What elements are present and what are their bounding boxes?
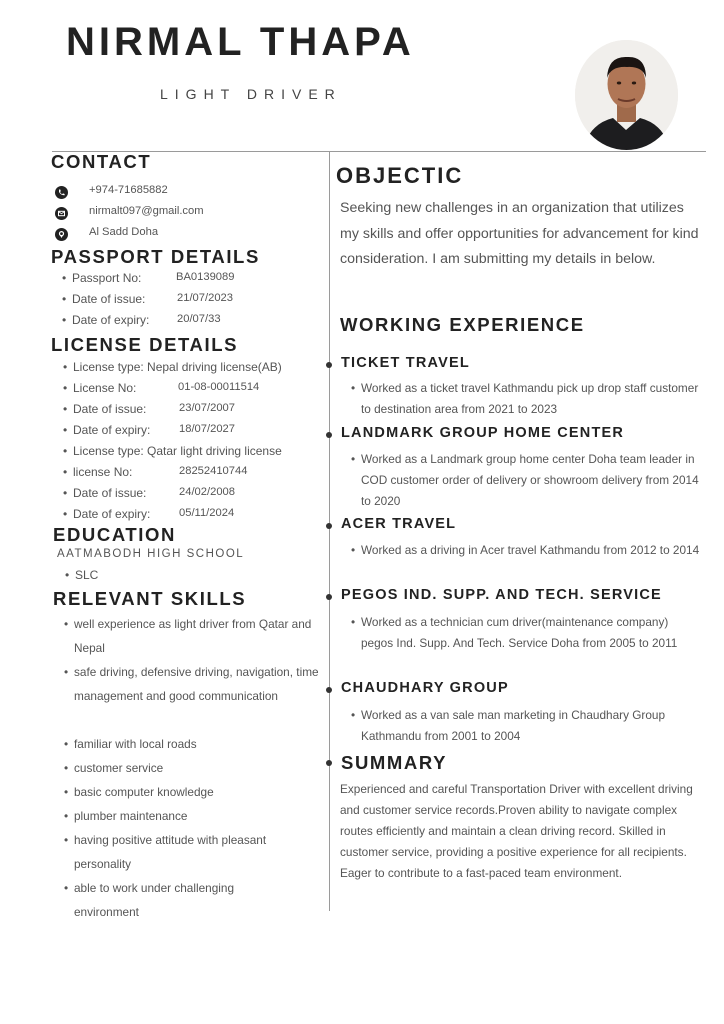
job-description: • Worked as a Landmark group home center Doha team leader in COD customer order of delivery or showroom delivery from 2014 to 2020 — [361, 449, 701, 512]
timeline-dot — [326, 687, 332, 693]
license-issue-label-2: • Date of issue: — [73, 486, 146, 500]
job-title: LIGHT DRIVER — [160, 86, 342, 102]
passport-expiry-label: • Date of expiry: — [72, 313, 149, 327]
resume-name: NIRMAL THAPA — [66, 20, 415, 64]
summary-text: Experienced and careful Transportation Driver with excellent driving and customer service records.Proven ability to navigate complex routes efficiently and maintain a clean driving record. Skilled in customer service, providing a positive experience for all recipients. Eager to contribute to a fast-paced team environment. — [340, 782, 693, 880]
job-description: • Worked as a driving in Acer travel Kathmandu from 2012 to 2014 — [361, 540, 701, 561]
license-heading: LICENSE DETAILS — [51, 334, 239, 355]
license-expiry-value: 18/07/2027 — [179, 423, 235, 435]
email-icon — [55, 207, 68, 220]
license-type-qatar: • License type: Qatar light driving license — [73, 444, 282, 458]
license-issue-value: 23/07/2007 — [179, 402, 235, 414]
license-expiry-label: • Date of expiry: — [73, 423, 150, 437]
job-description: • Worked as a technician cum driver(maintenance company) pegos Ind. Supp. And Tech. Service Doha from 2005 to 2011 — [361, 612, 701, 654]
contact-heading: CONTACT — [51, 151, 152, 172]
education-heading: EDUCATION — [53, 524, 176, 545]
passport-heading: PASSPORT DETAILS — [51, 246, 260, 267]
license-no-label-2: • license No: — [73, 465, 132, 479]
skill-item: • safe driving, defensive driving, navigation, time management and good communication — [74, 660, 326, 708]
timeline-dot — [326, 432, 332, 438]
job-description: • Worked as a ticket travel Kathmandu pick up drop staff customer to destination area from 2021 to 2023 — [361, 378, 701, 420]
license-expiry-value-2: 05/11/2024 — [179, 507, 235, 519]
skill-item: • having positive attitude with pleasant personality — [74, 828, 314, 876]
skill-item: • customer service — [74, 756, 324, 780]
license-no-value: 01-08-00011514 — [178, 381, 260, 393]
skill-item: • well experience as light driver from Qatar and Nepal — [74, 612, 324, 660]
contact-address: Al Sadd Doha — [89, 226, 159, 238]
passport-issue-label: • Date of issue: — [72, 292, 145, 306]
job-company: CHAUDHARY GROUP — [341, 680, 509, 696]
job-company: ACER TRAVEL — [341, 516, 457, 532]
timeline-dot — [326, 760, 332, 766]
experience-heading: WORKING EXPERIENCE — [340, 314, 585, 335]
column-divider — [329, 151, 330, 911]
passport-no-label: • Passport No: — [72, 271, 141, 285]
summary-heading: SUMMARY — [341, 752, 448, 773]
timeline-dot — [326, 523, 332, 529]
skill-item: • able to work under challenging environment — [74, 876, 284, 924]
license-no-value-2: 28252410744 — [179, 465, 248, 477]
education-level: • SLC — [75, 568, 98, 582]
objective-heading: OBJECTIC — [336, 163, 464, 188]
passport-issue-value: 21/07/2023 — [177, 292, 233, 304]
job-company: LANDMARK GROUP HOME CENTER — [341, 425, 625, 441]
job-company: PEGOS IND. SUPP. AND TECH. SERVICE — [341, 587, 662, 603]
profile-photo — [575, 40, 678, 150]
skills-heading: RELEVANT SKILLS — [53, 588, 247, 609]
license-type-nepal: • License type: Nepal driving license(AB) — [73, 360, 282, 374]
job-description: • Worked as a van sale man marketing in Chaudhary Group Kathmandu from 2001 to 2004 — [361, 705, 701, 747]
objective-text: Seeking new challenges in an organization that utilizes my skills and offer opportunities for advancement for kind consideration. I am submitting my details in below. — [340, 200, 699, 267]
license-no-label: • License No: — [73, 381, 136, 395]
location-icon — [55, 228, 68, 241]
skill-item: • plumber maintenance — [74, 804, 324, 828]
license-issue-value-2: 24/02/2008 — [179, 486, 235, 498]
skill-item: • familiar with local roads — [74, 732, 324, 756]
education-school: AATMABODH HIGH SCHOOL — [57, 548, 245, 560]
license-issue-label: • Date of issue: — [73, 402, 146, 416]
contact-email: nirmalt097@gmail.com — [89, 205, 204, 217]
license-expiry-label-2: • Date of expiry: — [73, 507, 150, 521]
phone-icon — [55, 186, 68, 199]
timeline-dot — [326, 362, 332, 368]
contact-phone: +974-71685882 — [89, 184, 168, 196]
passport-expiry-value: 20/07/33 — [177, 313, 221, 325]
timeline-dot — [326, 594, 332, 600]
skill-item: • basic computer knowledge — [74, 780, 324, 804]
job-company: TICKET TRAVEL — [341, 355, 470, 371]
passport-no-value: BA0139089 — [176, 271, 235, 283]
